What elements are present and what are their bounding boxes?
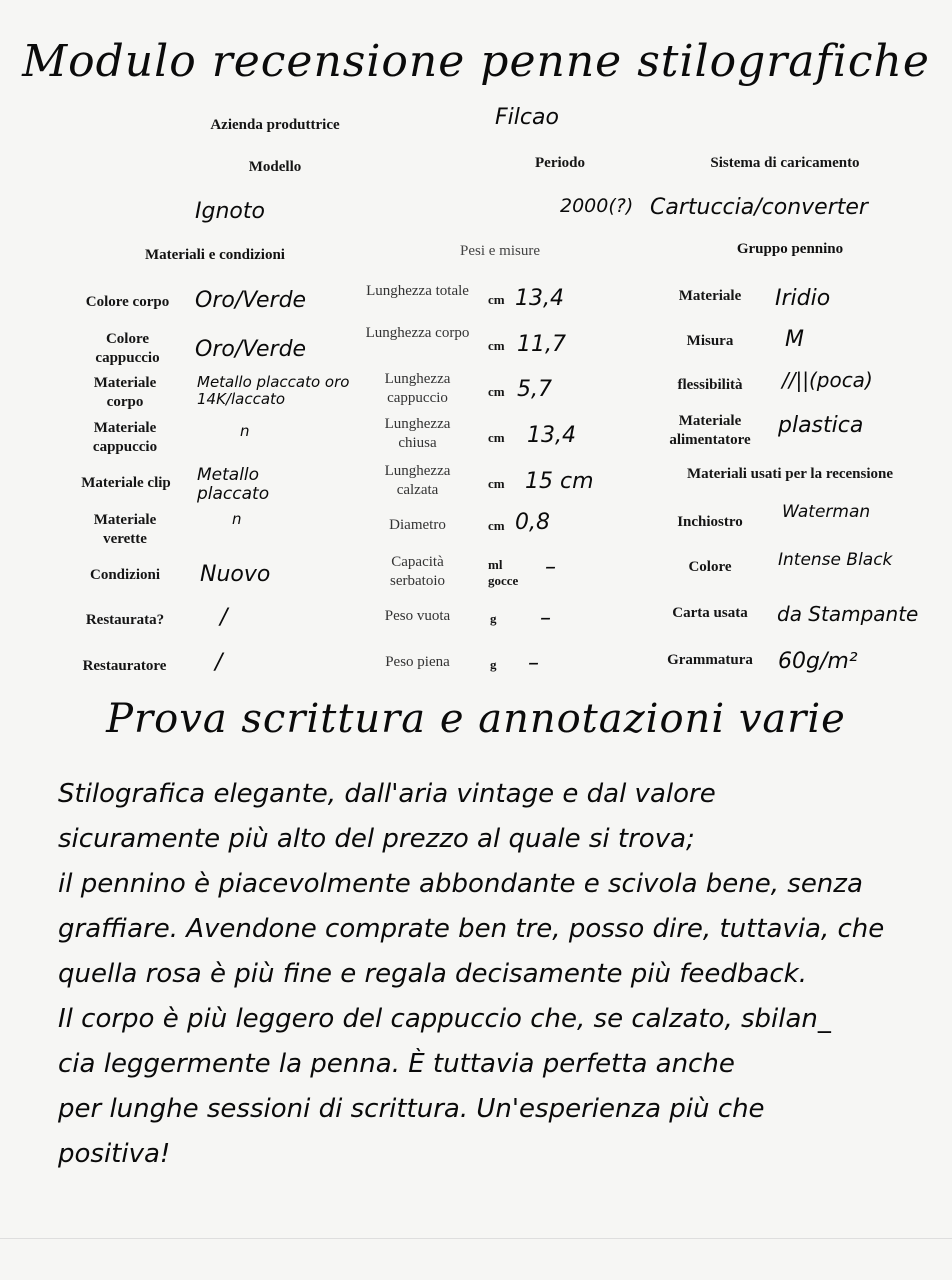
notes-body [58, 772, 928, 1177]
nib-row-label: Misura [686, 333, 734, 349]
review-materials-title: Materiali usati per la recensione [686, 466, 894, 482]
measure-value: – [540, 606, 551, 631]
measure-unit: cm [488, 430, 505, 445]
measure-row-label: Peso vuota [384, 608, 451, 624]
measure-unit: cm [488, 518, 505, 533]
material-row-value: / [220, 605, 228, 630]
measure-value: 0,8 [515, 510, 550, 535]
material-row-label: Materiale cappuccio [92, 420, 158, 455]
measure-value: 5,7 [517, 377, 552, 402]
material-row-label: Materiale clip [81, 475, 171, 491]
measure-value: 13,4 [527, 423, 576, 448]
manufacturer-label: Azienda produttrice [210, 117, 340, 133]
review-row-label: Colore [688, 559, 732, 575]
material-row-label: Colore corpo [85, 294, 170, 310]
material-row-label: Colore cappuccio [95, 331, 160, 366]
measure-unit: g [490, 611, 497, 626]
measure-row-label: Lunghezza chiusa [384, 416, 451, 451]
nib-row-label: Materiale [678, 288, 742, 304]
form-title: Modulo recensione penne stilografiche [22, 36, 930, 87]
measure-value: – [528, 651, 539, 676]
measure-unit: cm [488, 476, 505, 491]
measure-unit: ml [488, 557, 503, 572]
measure-unit-secondary: gocce [488, 573, 519, 588]
measure-value: 11,7 [517, 332, 566, 357]
material-row-label: Restaurata? [85, 612, 165, 628]
review-row-label: Inchiostro [677, 514, 743, 530]
material-row-value: Nuovo [200, 562, 271, 587]
notes-line: il pennino è piacevolmente abbondante e scivola bene, senza [58, 869, 863, 899]
measure-value: 15 cm [525, 469, 594, 494]
manufacturer-value: Filcao [495, 105, 559, 130]
nib-row-value: M [785, 327, 804, 352]
model-value: Ignoto [195, 199, 265, 224]
notes-line: sicuramente più alto del prezzo al quale si trova; [58, 824, 695, 854]
review-row-label: Grammatura [667, 652, 753, 668]
material-row-label: Restauratore [82, 658, 167, 674]
notes-line: per lunghe sessioni di scrittura. Un'esperienza più che [58, 1094, 765, 1124]
nib-row-value: plastica [778, 413, 864, 438]
measure-unit: cm [488, 338, 505, 353]
period-label: Periodo [535, 155, 585, 171]
material-row-value: Metallo placcato [197, 465, 270, 504]
review-row-value: da Stampante [777, 602, 919, 626]
material-row-label: Condizioni [89, 567, 161, 583]
filling-system-value: Cartuccia/converter [650, 195, 868, 220]
measure-row-label: Lunghezza cappuccio [384, 371, 451, 406]
review-row-value: 60g/m² [778, 649, 858, 674]
material-row-value: n [232, 510, 242, 528]
material-row-value: Metallo placcato oro 14K/laccato [197, 373, 350, 408]
measure-unit: cm [488, 384, 505, 399]
page-edge-divider [0, 1238, 952, 1239]
nib-row-label: Materiale alimentatore [669, 413, 751, 448]
measure-row-label: Lunghezza totale [366, 283, 469, 299]
period-value: 2000(?) [560, 195, 634, 217]
material-row-value: / [215, 650, 223, 675]
material-row-value: Oro/Verde [195, 288, 307, 313]
notes-line: Il corpo è più leggero del cappuccio che, se calzato, sbilan_ [58, 1004, 831, 1034]
measure-value: – [545, 555, 556, 580]
model-label: Modello [248, 159, 302, 175]
notes-line: positiva! [58, 1139, 171, 1169]
materials-section-title: Materiali e condizioni [145, 247, 285, 263]
material-row-value: Oro/Verde [195, 337, 307, 362]
measure-row-label: Lunghezza corpo [365, 325, 470, 341]
measure-value: 13,4 [515, 286, 564, 311]
review-row-value: Intense Black [778, 550, 893, 570]
notes-line: Stilografica elegante, dall'aria vintage e dal valore [58, 779, 716, 809]
material-row-label: Materiale corpo [93, 375, 157, 410]
review-row-label: Carta usata [672, 605, 748, 621]
filling-system-label: Sistema di caricamento [710, 155, 860, 171]
notes-line: quella rosa è più fine e regala decisamente più feedback. [58, 959, 807, 989]
nib-row-value: //||(poca) [782, 368, 873, 392]
nib-row-label: flessibilità [677, 377, 743, 393]
measure-row-label: Diametro [389, 517, 446, 533]
nib-row-value: Iridio [775, 286, 831, 311]
notes-line: cia leggermente la penna. È tuttavia perfetta anche [58, 1049, 735, 1079]
notes-title: Prova scrittura e annotazioni varie [106, 696, 846, 742]
measure-row-label: Capacità serbatoio [390, 554, 445, 589]
measure-row-label: Lunghezza calzata [384, 463, 451, 498]
measure-unit: cm [488, 292, 505, 307]
material-row-label: Materiale verette [93, 512, 157, 547]
review-row-value: Waterman [782, 502, 871, 522]
measure-row-label: Peso piena [385, 654, 450, 670]
material-row-value: n [240, 422, 250, 440]
notes-line: graffiare. Avendone comprate ben tre, posso dire, tuttavia, che [58, 914, 885, 944]
measures-section-title: Pesi e misure [460, 243, 540, 259]
measure-unit: g [490, 657, 497, 672]
nib-section-title: Gruppo pennino [736, 241, 844, 257]
